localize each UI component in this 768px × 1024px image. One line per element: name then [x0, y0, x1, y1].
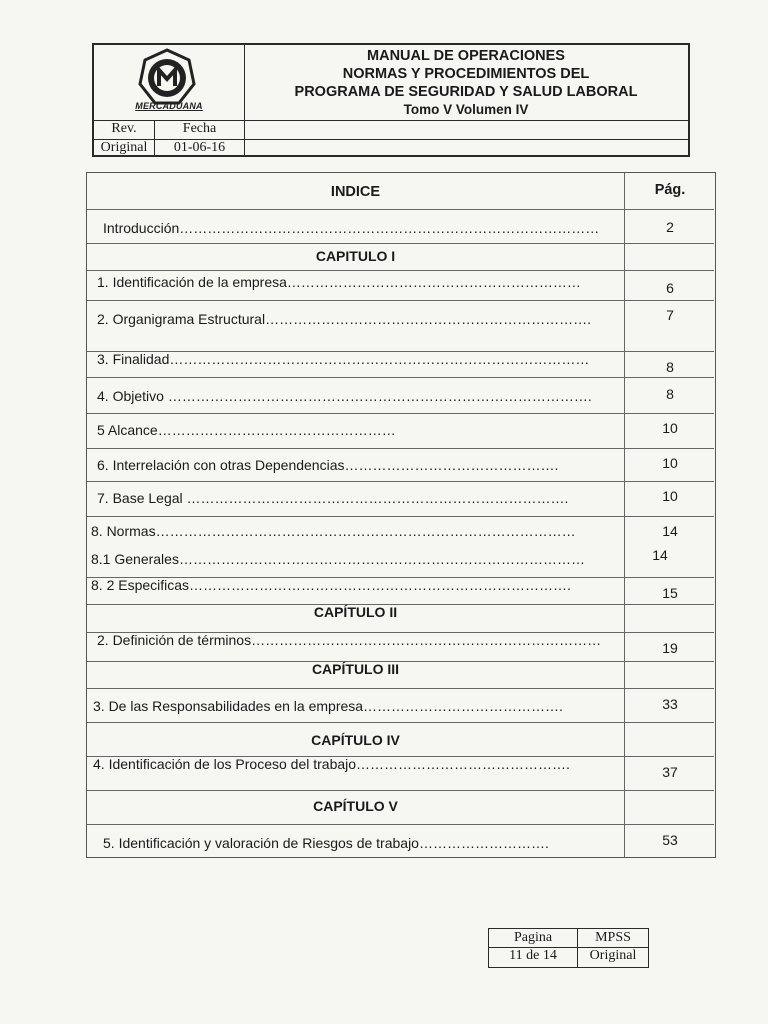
item-page: 7 — [666, 307, 674, 323]
document-header — [92, 43, 690, 157]
item-label: 8.1 Generales…………………………………………………………………………… — [91, 551, 585, 567]
item-label: 4. Objetivo ………………………………………………………………………………. — [97, 388, 592, 404]
table-row — [87, 756, 714, 791]
item-label: 5 Alcance…………………………………………… — [97, 422, 396, 438]
title-line-1: MANUAL DE OPERACIONES — [367, 48, 565, 64]
table-row — [87, 688, 714, 723]
index-header-row — [87, 173, 714, 210]
table-row — [87, 270, 714, 301]
item-page: 14 — [662, 523, 678, 539]
item-label: 4. Identificación de los Proceso del trabajo………………………………………. — [93, 756, 570, 772]
table-row — [87, 377, 714, 414]
item-page: 15 — [662, 585, 678, 601]
item-label: 2. Definición de términos………………………………………………………………… — [97, 632, 602, 648]
logo-cell — [94, 45, 245, 120]
intro-page: 2 — [666, 219, 674, 235]
chapter-5-title: CAPÍTULO V — [313, 798, 398, 814]
page-footer-box — [488, 928, 649, 968]
pagina-label: Pagina — [513, 930, 553, 945]
rev-label: Rev. — [111, 121, 137, 136]
page-column-header: Pág. — [654, 182, 686, 198]
item-page: 53 — [662, 832, 678, 848]
chapter-row — [87, 722, 714, 757]
item-label: 8. 2 Especificas………………………………………………………………………. — [91, 577, 571, 593]
rev-value: Original — [100, 140, 148, 155]
index-table — [86, 172, 716, 858]
item-page: 8 — [666, 386, 674, 402]
pagina-value: 11 de 14 — [509, 948, 557, 963]
mpss-value: Original — [589, 948, 637, 963]
item-page: 10 — [662, 488, 678, 504]
mercaduana-logo — [137, 48, 197, 108]
item-page: 14 — [652, 547, 668, 563]
index-title: INDICE — [330, 184, 381, 200]
item-page: 6 — [666, 280, 674, 296]
table-row — [87, 577, 714, 605]
table-row — [87, 413, 714, 449]
item-label: 7. Base Legal ………………………………………………………………………. — [97, 490, 569, 506]
table-row — [87, 481, 714, 517]
item-label: 3. De las Responsabilidades en la empresa……………………………………. — [93, 698, 563, 714]
table-row — [87, 448, 714, 482]
chapter-row — [87, 661, 714, 689]
item-page: 37 — [662, 764, 678, 780]
item-page: 10 — [662, 420, 678, 436]
mpss-label: MPSS — [595, 930, 631, 945]
table-row — [87, 300, 714, 352]
table-row — [87, 351, 714, 378]
item-label: 2. Organigrama Estructural……………………………………………………………. — [97, 311, 591, 327]
chapter-3-title: CAPÍTULO III — [311, 661, 400, 677]
fecha-label: Fecha — [182, 121, 217, 136]
item-label: 1. Identificación de la empresa……………………………………………………… — [97, 274, 581, 290]
title-line-2: NORMAS Y PROCEDIMIENTOS DEL — [342, 66, 590, 82]
item-page: 8 — [666, 359, 674, 375]
intro-label: Introducción……………………………………………………………………………… — [103, 220, 600, 236]
table-row — [87, 209, 714, 244]
chapter-4-title: CAPÍTULO IV — [311, 732, 400, 748]
logo-text: MERCADUANA — [135, 101, 203, 111]
chapter-row — [87, 790, 714, 825]
title-cell — [244, 45, 688, 120]
item-page: 10 — [662, 455, 678, 471]
item-page: 19 — [662, 640, 678, 656]
title-line-3: PROGRAMA DE SEGURIDAD Y SALUD LABORAL — [294, 84, 638, 100]
item-label: 3. Finalidad……………………………………………………………………………… — [97, 351, 590, 367]
chapter-row — [87, 604, 714, 633]
item-page: 33 — [662, 696, 678, 712]
table-row — [87, 516, 714, 578]
chapter-row — [87, 243, 714, 271]
item-label: 8. Normas……………………………………………………………………………… — [91, 523, 576, 539]
item-label: 5. Identificación y valoración de Riesgos de trabajo………………………. — [103, 835, 549, 851]
chapter-2-title: CAPÍTULO II — [313, 604, 398, 620]
item-label: 6. Interrelación con otras Dependencias………………………………………. — [97, 457, 559, 473]
fecha-value: 01-06-16 — [173, 140, 226, 155]
chapter-1-title: CAPITULO I — [315, 248, 396, 264]
table-row — [87, 632, 714, 662]
table-row — [87, 824, 714, 857]
title-line-4: Tomo V Volumen IV — [403, 102, 529, 117]
